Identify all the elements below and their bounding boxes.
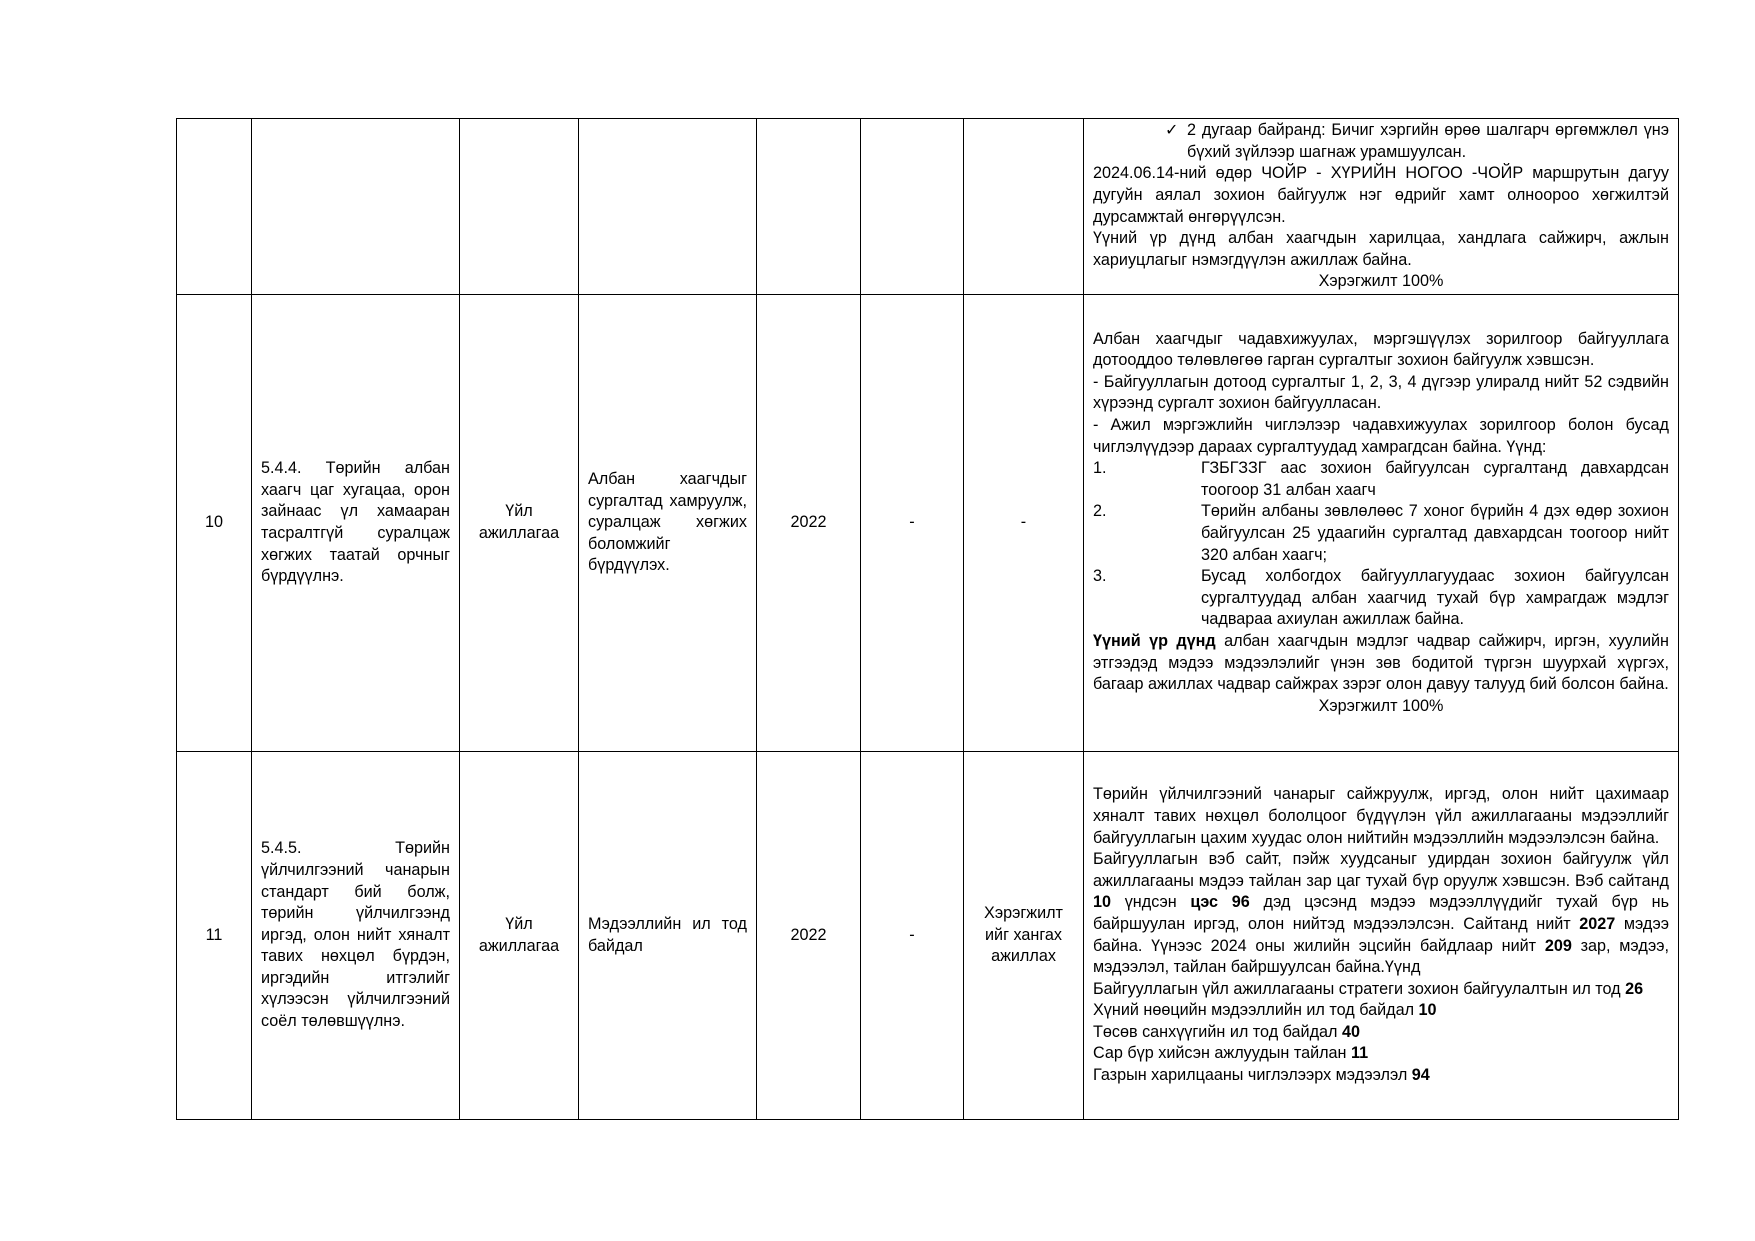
numbered-item: 2. Төрийн албаны зөвлөлөөс 7 хоног бүрийн 4 дэх өдөр зохион байгуулсан 25 удаагийн сургалтад давхардсан тоогоор нийт 320 албан хаагч;	[1093, 502, 1669, 564]
year-cell: 2022	[757, 752, 861, 1120]
budget-cell	[861, 119, 964, 295]
description-paragraph: - Байгууллагын дотоод сургалтыг 1, 2, 3, 4 дүгээр улиралд нийт 52 сэдвийн хүрээнд сургалт зохион байгууллаcан.	[1093, 372, 1669, 413]
checklist-item: ✓ 2 дугаар байранд: Бичиг хэргийн өрөө шалгарч өргөмжлөл үнэ бүхий зүйлээр шагнаж урамшуулсан.	[1093, 120, 1669, 163]
description-paragraph: 2024.06.14-ний өдөр ЧОЙР - ХҮРИЙН НОГОО -ЧОЙР маршрутын дагуу дугуйн аялал зохион байгуулж нэг өдрийг хамт олноороо хөгжилтэй дурсамжтай өнгөрүүлсэн.	[1093, 164, 1669, 226]
description-cell	[1084, 752, 1679, 1120]
plan-report-table	[176, 118, 1679, 1120]
type-cell	[460, 119, 579, 295]
description-paragraph: Үүний үр дүнд албан хаагчдын мэдлэг чадвар сайжирч, иргэн, хуулийн этгээдэд мэдээ мэдээлэлийг үнэн зөв бодитой түргэн шуурхай хүргэх, багаар ажиллах чадвар сайжрах зэрэг олон давуу талууд бий болсон байна.	[1093, 631, 1669, 694]
stat-line: Сар бүр хийсэн ажлуудын тайлан 11	[1093, 1044, 1369, 1063]
result-cell	[579, 119, 757, 295]
numbered-item: 1. ГЗБГЗЗГ аас зохион байгуулсан сургалтанд давхардсан тоогоор 31 албан хаагч	[1093, 459, 1669, 499]
type-cell: Үйл ажиллагаа	[460, 752, 579, 1120]
description-paragraph: Байгууллагын вэб сайт, пэйж хуудсаныг удирдан зохион байгуулж үйл ажиллагааны мэдээ тайлан зар цаг тухай бүр оруулж хэвшсэн. Вэб сайтанд 10 үндсэн цэс 96 дэд цэсэнд мэдээ мэдээллүүдийг тухай бүр нь байршуулан иргэд, олон нийтэд мэдээлэлсэн. Сайтанд нийт 2027 мэдээ байна. Үүнээс 2024 оны жилийн эцсийн байдлаар нийт 209 зар, мэдээ, мэдээлэл, тайлан байршуулсан байна.Үүнд	[1093, 850, 1669, 977]
row-number: 10	[177, 295, 252, 752]
stat-line: Газрын харилцааны чиглэлээрх мэдээлэл 94	[1093, 1066, 1430, 1085]
source-cell: -	[964, 295, 1084, 752]
stat-line: Төсөв санхүүгийн ил тод байдал 40	[1093, 1022, 1360, 1041]
year-cell: 2022	[757, 295, 861, 752]
performance-label: Хэрэгжилт 100%	[1318, 696, 1444, 715]
numbered-item: 3. Бусад холбогдох байгууллагуудаас зохион байгуулсан сургалтуудад албан хаагчид тухай бүр хамрагдаж мэдлэг чадвараа ахиулан ажиллаж байна.	[1093, 567, 1669, 629]
row-number: 11	[177, 752, 252, 1120]
source-cell: Хэрэгжилт ийг хангах ажиллах	[964, 752, 1084, 1120]
checkmark-icon: ✓	[1165, 121, 1179, 140]
description-cell	[1084, 119, 1679, 295]
type-cell: Үйл ажиллагаа	[460, 295, 579, 752]
description-paragraph: Албан хаагчдыг чадавхижуулах, мэргэшүүлэх зорилгоор байгууллага дотооддоо төлөвлөгөө гарган сургалтыг зохион байгуулж хэвшсэн.	[1093, 329, 1669, 370]
year-cell	[757, 119, 861, 295]
table-row	[177, 752, 1679, 1120]
description-paragraph: Үүний үр дүнд албан хаагчдын харилцаа, хандлага сайжирч, ажлын хариуцлагыг нэмэгдүүлэн ажиллаж байна.	[1093, 229, 1669, 269]
row-number	[177, 119, 252, 295]
goal-cell: 5.4.4. Төрийн албан хаагч цаг хугацаа, орон зайнаас үл хамааран тасралтгүй суралцаж хөгжих таатай орчныг бүрдүүлнэ.	[252, 295, 460, 752]
source-cell	[964, 119, 1084, 295]
description-cell	[1084, 295, 1679, 752]
description-paragraph: - Ажил мэргэжлийн чиглэлээр чадавхижуулах зорилгоор болон бусад чиглэлүүдээр дараах сургалтуудад хамрагдсан байна. Үүнд:	[1093, 416, 1669, 456]
goal-cell: 5.4.5. Төрийн үйлчилгээний чанарын стандарт бий болж, төрийн үйлчилгээнд иргэд, олон нийт хяналт тавих нөхцөл бүрдэн, иргэдийн итгэлийг хүлээсэн үйлчилгээний соёл төлөвшүүлнэ.	[252, 752, 460, 1120]
performance-label: Хэрэгжилт 100%	[1318, 272, 1444, 291]
stat-line: Хүний нөөцийн мэдээллийн ил тод байдал 10	[1093, 1001, 1437, 1020]
result-cell: Мэдээллийн ил тод байдал	[579, 752, 757, 1120]
table-row	[177, 119, 1679, 295]
description-paragraph: Төрийн үйлчилгээний чанарыг сайжруулж, иргэд, олон нийт цахимаар хяналт тавих нөхцөл бололцоог бүдүүлэн үйл ажиллагааны мэдээллийг байгууллагын цахим хуудас олон нийтийн мэдээллийн мэдээлэлсэн байна.	[1093, 785, 1669, 847]
budget-cell: -	[861, 752, 964, 1120]
result-cell: Албан хаагчдыг сургалтад хамруулж, суралцаж хөгжих боломжийг бүрдүүлэх.	[579, 295, 757, 752]
budget-cell: -	[861, 295, 964, 752]
stat-line: Байгууллагын үйл ажиллагааны стратеги зохион байгуулалтын ил тод 26	[1093, 979, 1644, 998]
goal-cell	[252, 119, 460, 295]
table-row	[177, 295, 1679, 752]
